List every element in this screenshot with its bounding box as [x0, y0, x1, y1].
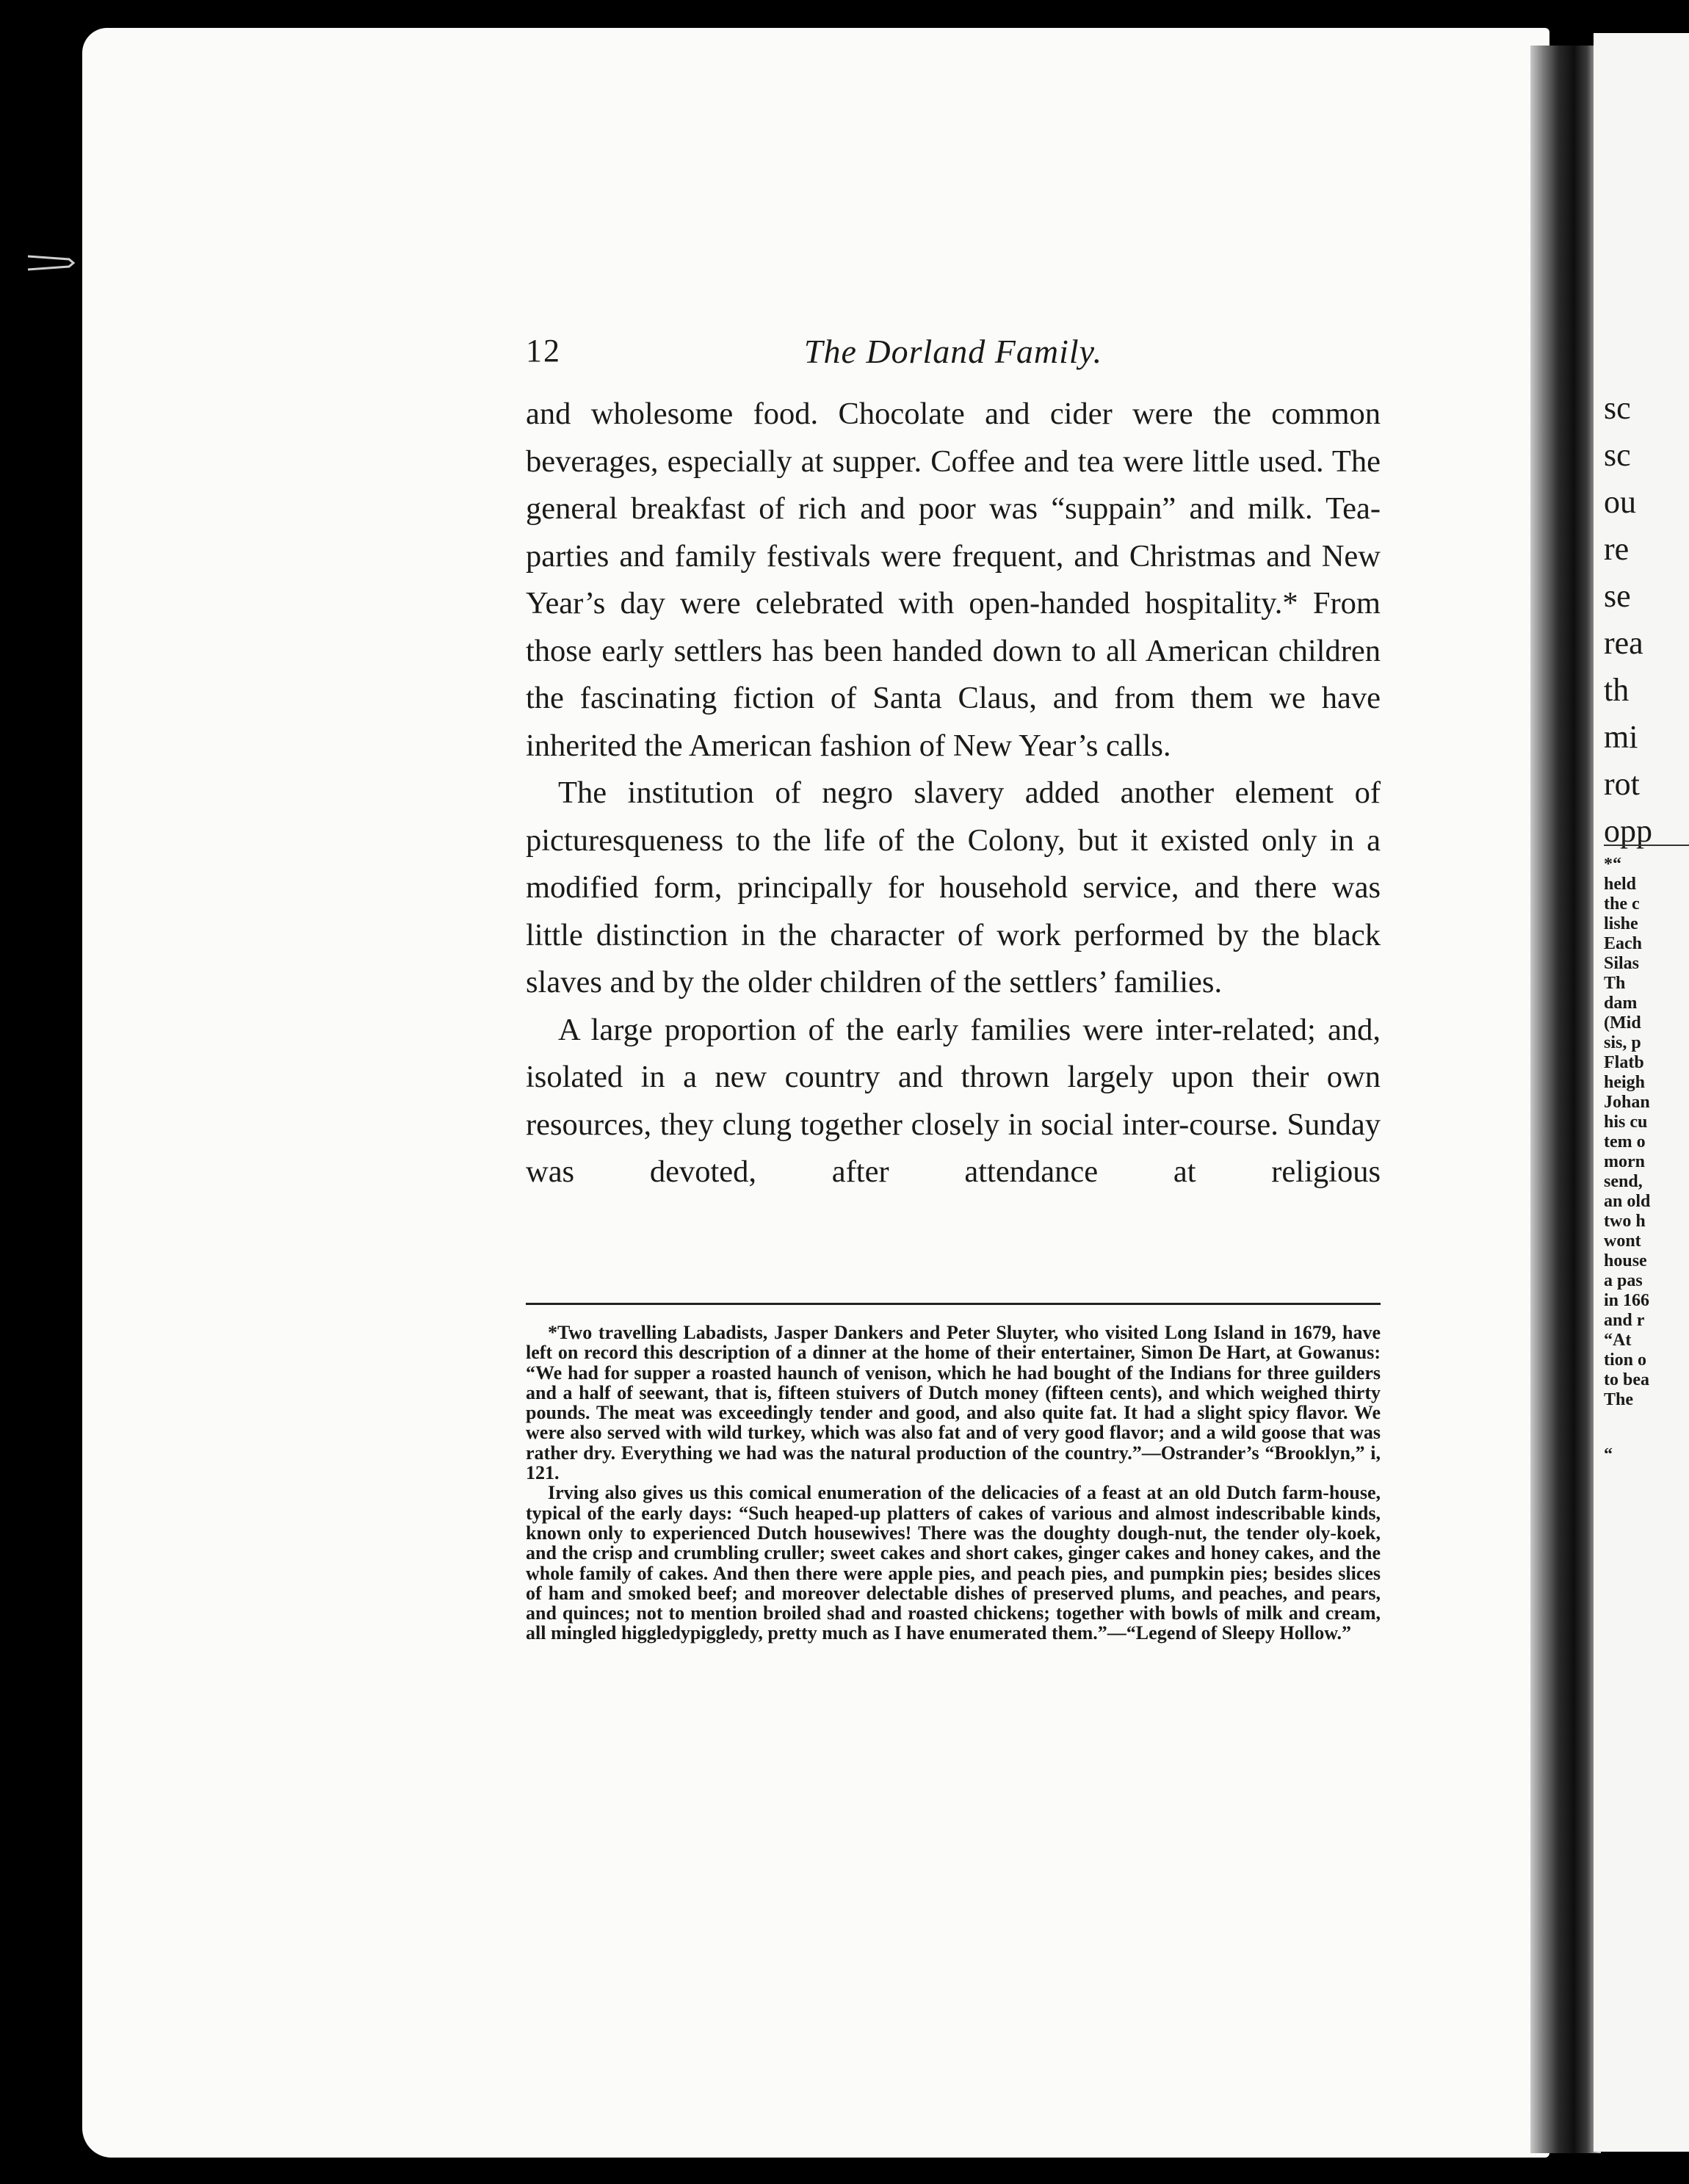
- adjacent-footnote-fragment: lishe: [1604, 914, 1638, 933]
- paragraph: and wholesome food. Chocolate and cider were the common beverages, especially at supper. Coffee and tea were little used. The general breakfast of rich and poor was “suppain” and milk. Tea-parties and family festivals were frequent, and Christmas and New Year’s day were celebrated with open-handed hospitality.* From those early settlers has been handed down to all American children the fascinating fiction of Santa Claus, and from them we have inherited the American fashion of New Year’s calls.: [526, 397, 1381, 763]
- adjacent-footnote-fragment: “At: [1604, 1331, 1632, 1350]
- adjacent-footnote-fragment: tion o: [1604, 1350, 1647, 1370]
- footnote: *Two travelling Labadists, Jasper Dankers and Peter Sluyter, who visited Long Island in 1679, have left on record this description of a dinner at the home of their entertainer, Simon De Hart, at Gowanus: “We had for supper a roasted haunch of venison, which he had bought of the Indians for three guilders and a half of seewant, that is, fifteen stuivers of Dutch money (fifteen cents), and which weighed thirty pounds. The meat was exceedingly tender and good, and also quite fat. It had a slight spicy flavor. We were also served with wild turkey, which was also fat and of very good flavor; and a wild goose that was rather dry. Everything we had was the natural production of the country.”—Ostrander’s “Brooklyn,” i, 121.: [526, 1322, 1381, 1484]
- adjacent-footnote-fragment: tem o: [1604, 1132, 1646, 1151]
- adjacent-footnote-fragment: the c: [1604, 894, 1640, 914]
- adjacent-footnote-rule: [1604, 845, 1689, 846]
- adjacent-footnote-fragment: *“: [1604, 855, 1621, 874]
- adjacent-footnote-fragment: Flatb: [1604, 1053, 1644, 1072]
- paragraph: A large proportion of the early families were inter-related; and, isolated in a new country and thrown largely upon their own resources, they clung together closely in social inter-course. Sunday was devoted, after attendance at religious: [526, 1012, 1381, 1189]
- adjacent-text-fragment: sc: [1604, 390, 1631, 426]
- adjacent-footnote-fragment: dam: [1604, 994, 1638, 1013]
- adjacent-footnote-fragment: Silas: [1604, 954, 1640, 973]
- adjacent-footnote-fragment: wont: [1604, 1232, 1641, 1251]
- adjacent-text-fragment: ou: [1604, 484, 1636, 520]
- adjacent-footnote-fragment: sis, p: [1604, 1033, 1641, 1052]
- adjacent-footnote-fragment: The: [1604, 1390, 1634, 1409]
- adjacent-footnote-fragment: and r: [1604, 1311, 1645, 1330]
- adjacent-footnote-fragment: held: [1604, 875, 1637, 894]
- adjacent-footnote-fragment: house: [1604, 1251, 1647, 1270]
- arrow-mark-icon: [26, 253, 75, 272]
- adjacent-text-fragment: rot: [1604, 766, 1640, 802]
- adjacent-footnote-fragment: two h: [1604, 1212, 1646, 1231]
- adjacent-footnote-fragment: (Mid: [1604, 1013, 1641, 1033]
- adjacent-text-fragment: rea: [1604, 625, 1643, 661]
- adjacent-footnote-fragment: heigh: [1604, 1073, 1646, 1092]
- footnote: Irving also gives us this comical enumeration of the delicacies of a feast at an old Dutch farm-house, typical of the early days: “Such heaped-up platters of cakes of various and almost indescribable kinds, known only to experienced Dutch housewives! There was the doughty dough-nut, the tender oly-koek, and the crisp and crumbling cruller; sweet cakes and short cakes, ginger cakes and honey cakes, and the whole family of cakes. And then there were apple pies, and peach pies, and pumpkin pies; besides slices of ham and smoked beef; and moreover delectable dishes of preserved plums, and peaches, and pears, and quinces; not to mention broiled shad and roasted chickens; together with bowls of milk and cream, all mingled higgledypiggledy, pretty much as I have enumerated them.”—“Legend of Sleepy Hollow.”: [526, 1482, 1381, 1644]
- adjacent-footnote-fragment: to bea: [1604, 1370, 1649, 1389]
- adjacent-text-fragment: sc: [1604, 437, 1631, 473]
- adjacent-footnote-fragment: in 166: [1604, 1291, 1650, 1310]
- adjacent-text-fragment: mi: [1604, 719, 1638, 755]
- adjacent-footnote-fragment: “: [1604, 1445, 1613, 1464]
- adjacent-footnote-fragment: an old: [1604, 1192, 1651, 1211]
- adjacent-text-fragment: re: [1604, 531, 1630, 567]
- page-number: 12: [526, 333, 561, 369]
- paragraph: The institution of negro slavery added another element of picturesqueness to the life of the Colony, but it existed only in a modified form, principally for household service, and there was little distinction in the character of work performed by the black slaves and by the older children of the settlers’ families.: [526, 775, 1381, 999]
- adjacent-footnote-fragment: his cu: [1604, 1113, 1648, 1132]
- adjacent-text-fragment: se: [1604, 578, 1631, 614]
- adjacent-footnote-fragment: a pas: [1604, 1271, 1643, 1290]
- adjacent-footnote-fragment: Th: [1604, 974, 1626, 993]
- adjacent-footnote-fragment: send,: [1604, 1172, 1643, 1191]
- adjacent-footnote-fragment: morn: [1604, 1152, 1645, 1171]
- book-gutter-shadow: [1530, 46, 1601, 2153]
- adjacent-text-fragment: th: [1604, 672, 1630, 708]
- running-title: The Dorland Family.: [803, 333, 1103, 370]
- footnote-rule: [526, 1303, 1381, 1305]
- running-head: [526, 332, 1381, 376]
- adjacent-footnote-fragment: Each: [1604, 934, 1643, 953]
- adjacent-footnote-fragment: Johan: [1604, 1093, 1650, 1112]
- body-text: [526, 391, 1381, 1196]
- adjacent-text-fragment: opp: [1604, 813, 1652, 849]
- footnotes: [526, 1323, 1381, 1644]
